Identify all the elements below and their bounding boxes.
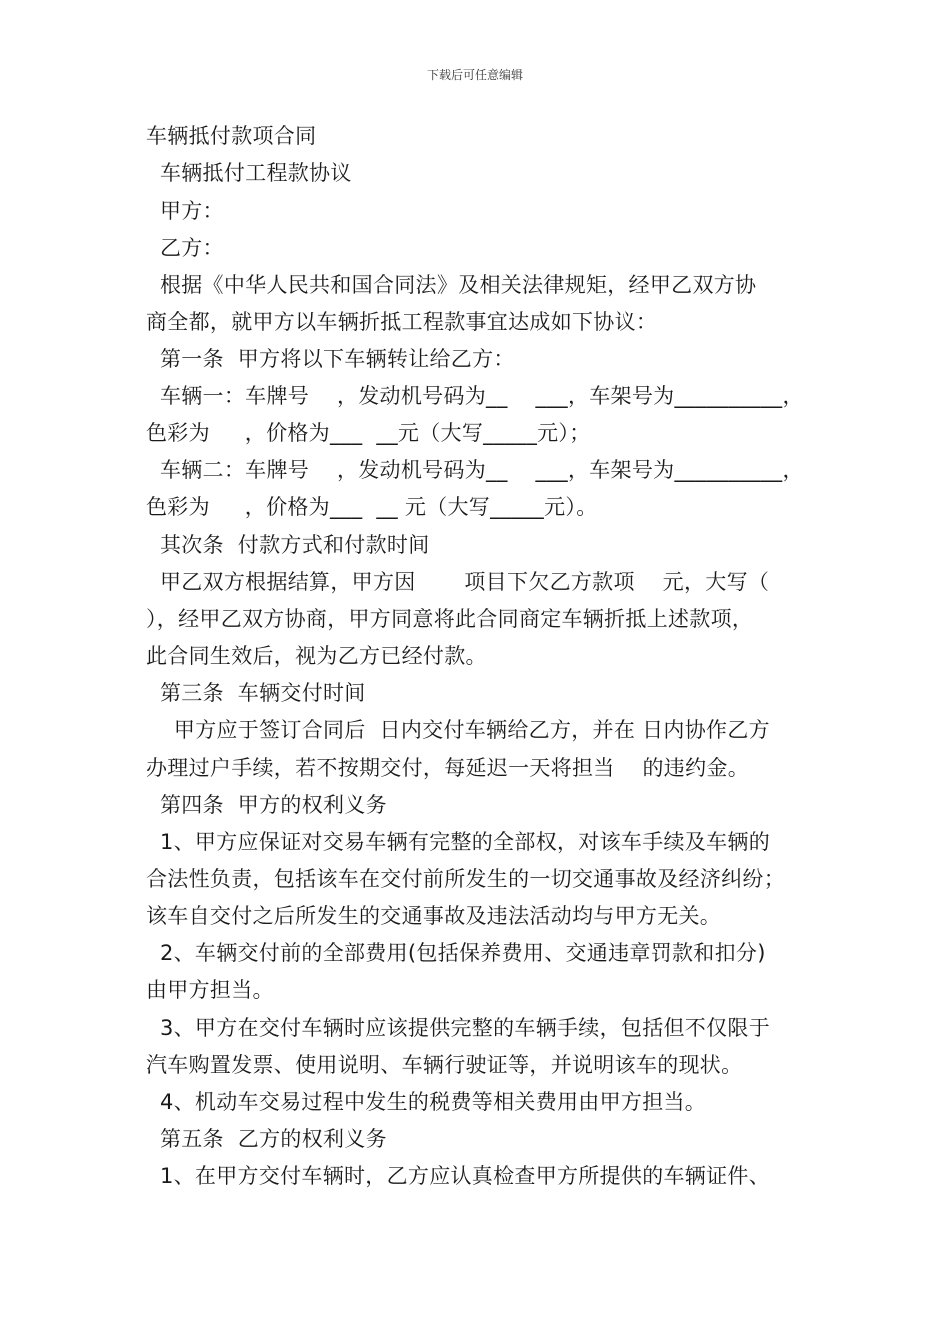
body-line: 1、在甲方交付车辆时，乙方应认真检查甲方所提供的车辆证件、 xyxy=(146,1164,771,1188)
article-heading: 第三条 车辆交付时间 xyxy=(146,681,366,705)
body-line: 办理过户手续，若不按期交付，每延迟一天将担当 的违约金。 xyxy=(146,756,749,780)
party-b-line: 乙方： xyxy=(146,236,224,260)
body-line: 色彩为 ，价格为___ __ 元（大写_____元）。 xyxy=(146,495,598,519)
body-line: 甲乙双方根据结算，甲方因 项目下欠乙方款项 元，大写（ xyxy=(146,570,770,594)
body-line: ），经甲乙双方协商，甲方同意将此合同商定车辆折抵上述款项， xyxy=(146,607,754,631)
body-line: 2、车辆交付前的全部费用(包括保养费用、交通违章罚款和扣分) xyxy=(146,941,766,965)
document-title: 车辆抵付款项合同 xyxy=(146,124,317,148)
body-line: 该车自交付之后所发生的交通事故及违法活动均与甲方无关。 xyxy=(146,904,722,928)
body-line: 此合同生效后，视为乙方已经付款。 xyxy=(146,644,487,668)
body-line: 由甲方担当。 xyxy=(146,978,274,1002)
body-line: 汽车购置发票、使用说明、车辆行驶证等，并说明该车的现状。 xyxy=(146,1053,743,1077)
article-heading: 其次条 付款方式和付款时间 xyxy=(146,533,430,557)
body-line: 1、甲方应保证对交易车辆有完整的全部权，对该车手续及车辆的 xyxy=(146,830,771,854)
body-line: 4、机动车交易过程中发生的税费等相关费用由甲方担当。 xyxy=(146,1090,707,1114)
body-line: 车辆二：车牌号 ，发动机号码为__ ___，车架号为__________， xyxy=(146,458,804,482)
party-a-line: 甲方： xyxy=(146,199,224,223)
body-line: 3、甲方在交付车辆时应该提供完整的车辆手续，包括但不仅限于 xyxy=(146,1016,771,1040)
body-line: 车辆一：车牌号 ，发动机号码为__ ___，车架号为__________， xyxy=(146,384,804,408)
body-line: 根据《中华人民共和国合同法》及相关法律规矩，经甲乙双方协 xyxy=(146,273,757,297)
body-line: 商全都，就甲方以车辆折抵工程款事宜达成如下协议： xyxy=(146,310,658,334)
article-heading: 第一条 甲方将以下车辆转让给乙方： xyxy=(146,347,515,371)
body-line: 色彩为 ，价格为___ __元（大写_____元）； xyxy=(146,421,591,445)
article-heading: 第四条 甲方的权利义务 xyxy=(146,793,387,817)
body-line: 合法性负责，包括该车在交付前所发生的一切交通事故及经济纠纷； xyxy=(146,867,785,891)
article-heading: 第五条 乙方的权利义务 xyxy=(146,1127,387,1151)
agreement-subtitle: 车辆抵付工程款协议 xyxy=(146,161,352,185)
header-note: 下载后可任意编辑 xyxy=(426,68,523,82)
body-line: 甲方应于签订合同后 日内交付车辆给乙方，并在 日内协作乙方 xyxy=(146,718,770,742)
